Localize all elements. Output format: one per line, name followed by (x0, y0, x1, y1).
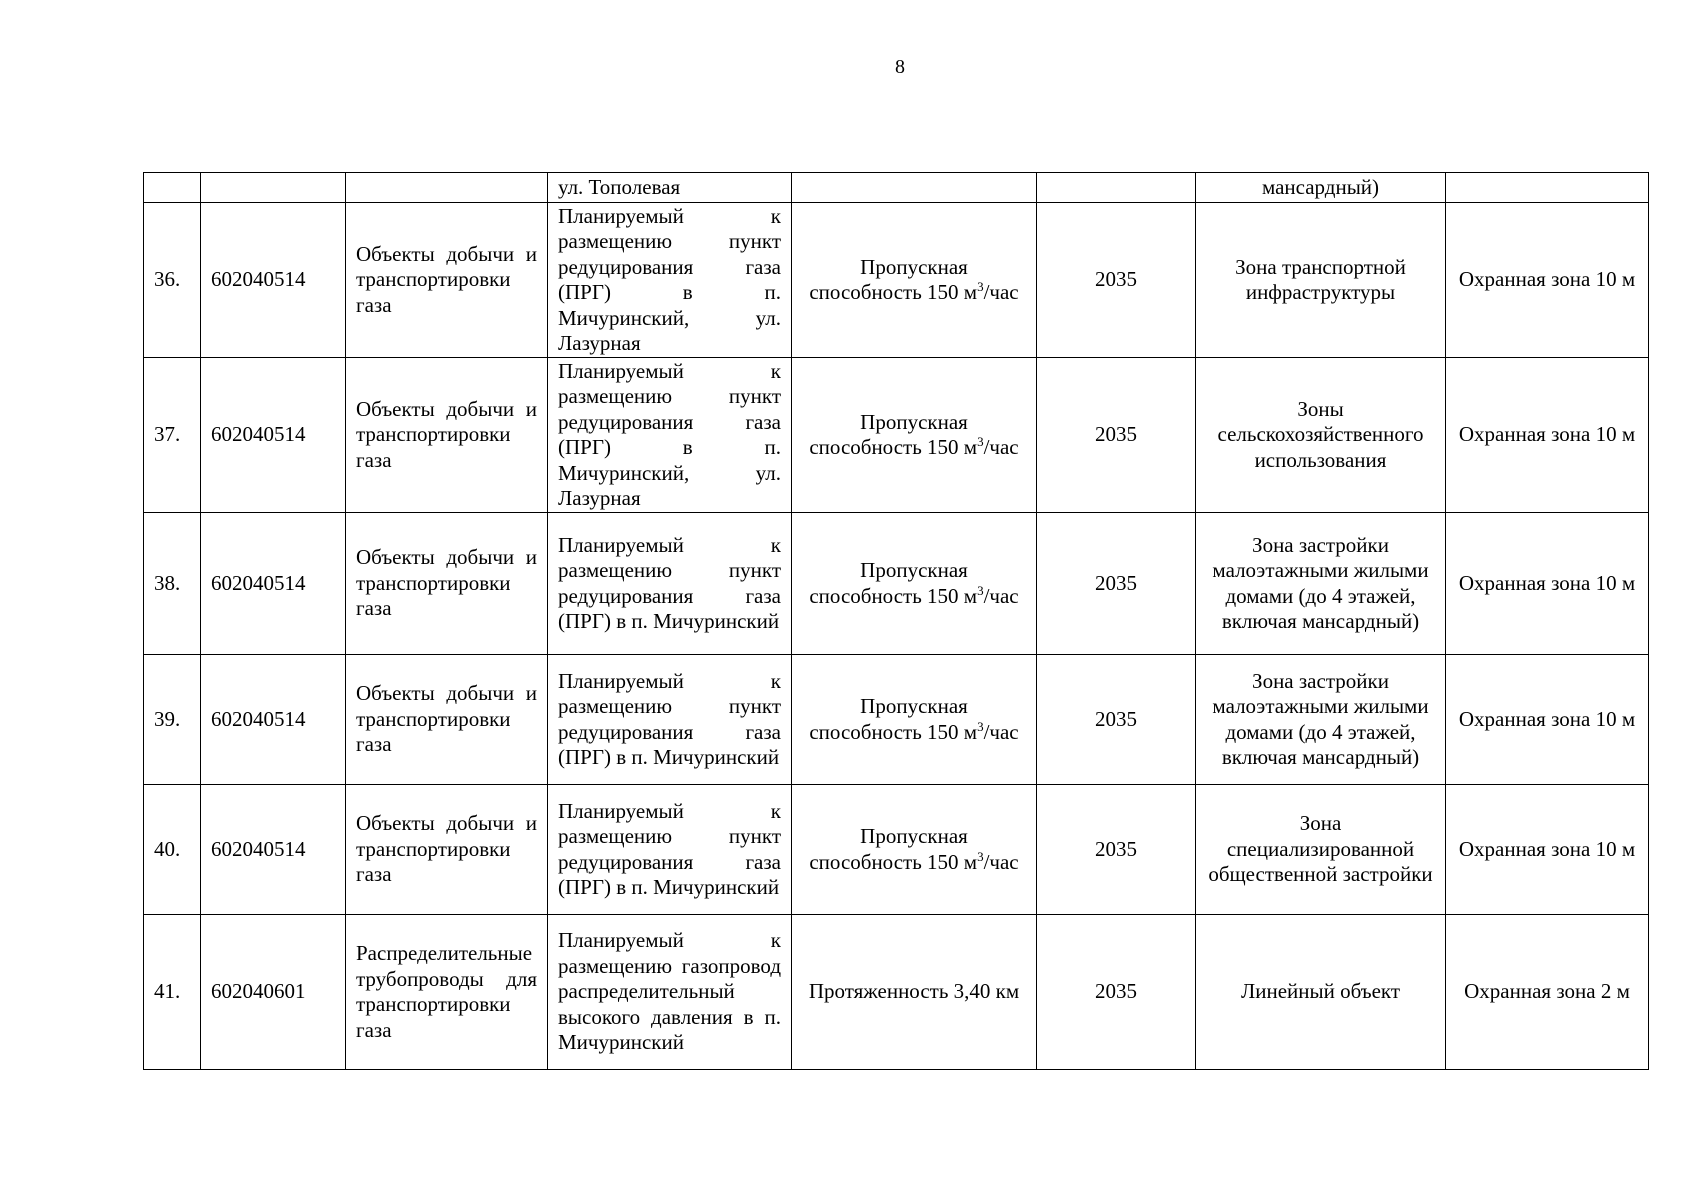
object-parameter (809, 824, 1018, 874)
cell-type (346, 915, 548, 1070)
table-row (144, 915, 1649, 1070)
param-superscript: 3 (977, 718, 984, 734)
cell-year (1037, 358, 1196, 513)
param-main: Пропускная способность 150 м (809, 558, 978, 608)
cell-code (201, 173, 346, 203)
protection-zone: Охранная зона 2 м (1464, 979, 1630, 1004)
cell-description (548, 655, 792, 785)
object-code: 602040514 (211, 836, 306, 861)
object-year: 2035 (1095, 570, 1137, 595)
cell-num (144, 513, 201, 655)
object-year: 2035 (1095, 422, 1137, 447)
functional-zone: Зоны сельскохозяйственного использования (1217, 396, 1424, 472)
param-tail: /час (983, 849, 1019, 874)
object-year: 2035 (1095, 979, 1137, 1004)
object-type: Объекты добычи и транспортировки газа (356, 811, 537, 887)
cell-code (201, 785, 346, 915)
object-parameter (809, 558, 1018, 608)
param-superscript: 3 (977, 279, 984, 294)
functional-zone: Зона специализированной общественной застройки (1208, 811, 1433, 887)
object-year: 2035 (1095, 267, 1137, 292)
cell-param (792, 655, 1037, 785)
object-type: Объекты добычи и транспортировки газа (356, 681, 537, 757)
object-type: Объекты добычи и транспортировки газа (356, 396, 537, 472)
row-number: 41. (154, 979, 181, 1004)
cell-protection (1446, 655, 1649, 785)
protection-zone: Охранная зона 10 м (1458, 836, 1636, 861)
page-number: 8 (895, 56, 905, 78)
cell-zone (1196, 513, 1446, 655)
cell-zone (1196, 655, 1446, 785)
object-parameter (809, 979, 1019, 1003)
row-number: 39. (154, 706, 181, 731)
cell-year (1037, 655, 1196, 785)
param-main: Протяженность 3,40 км (808, 979, 1020, 1004)
object-description: Планируемый к размещению пункт редуцирования газа (ПРГ) в п. Мичуринский, ул. Лазурная (558, 203, 781, 355)
cell-description (548, 915, 792, 1070)
cell-type (346, 358, 548, 513)
cell-protection (1446, 513, 1649, 655)
table-row (144, 785, 1649, 915)
object-code: 602040514 (211, 706, 306, 731)
object-code: 602040514 (211, 570, 306, 595)
cell-num (144, 358, 201, 513)
cell-protection (1446, 358, 1649, 513)
cell-type (346, 655, 548, 785)
object-parameter (809, 410, 1018, 460)
functional-zone: Зона застройки малоэтажными жилыми домами (до 4 этажей, включая мансардный) (1212, 668, 1429, 769)
param-tail: /час (983, 583, 1019, 608)
object-type: Объекты добычи и транспортировки газа (356, 545, 537, 621)
cell-protection (1446, 785, 1649, 915)
row-number: 37. (154, 422, 181, 447)
cell-year (1037, 173, 1196, 203)
row-number: 38. (154, 570, 181, 595)
cell-type (346, 785, 548, 915)
protection-zone: Охранная зона 10 м (1458, 706, 1636, 731)
param-tail: /час (983, 719, 1019, 744)
cell-type (346, 203, 548, 358)
table-row (144, 513, 1649, 655)
cell-zone (1196, 203, 1446, 358)
cell-param (792, 513, 1037, 655)
cell-param (792, 173, 1037, 203)
cell-description (548, 173, 792, 203)
cell-num (144, 785, 201, 915)
protection-zone: Охранная зона 10 м (1458, 267, 1636, 292)
cell-num (144, 915, 201, 1070)
protection-zone: Охранная зона 10 м (1458, 422, 1636, 447)
cell-zone (1196, 915, 1446, 1070)
cell-param (792, 785, 1037, 915)
cell-zone (1196, 785, 1446, 915)
cell-param (792, 203, 1037, 358)
cell-code (201, 915, 346, 1070)
param-main: Пропускная способность 150 м (809, 824, 978, 874)
param-main: Пропускная способность 150 м (809, 254, 978, 304)
cell-param (792, 358, 1037, 513)
zone-text: мансардный) (1261, 174, 1380, 199)
object-parameter (809, 694, 1018, 744)
row-number: 36. (154, 267, 181, 292)
cell-num (144, 655, 201, 785)
cell-description (548, 785, 792, 915)
param-main: Пропускная способность 150 м (809, 694, 978, 744)
table-row (144, 655, 1649, 785)
object-year: 2035 (1095, 706, 1137, 731)
cell-param (792, 915, 1037, 1070)
table-row (144, 203, 1649, 358)
param-main: Пропускная способность 150 м (809, 409, 978, 459)
cell-protection (1446, 203, 1649, 358)
object-code: 602040514 (211, 422, 306, 447)
object-description: Планируемый к размещению газопровод распределительный высокого давления в п. Мичуринский (558, 928, 781, 1055)
cell-year (1037, 513, 1196, 655)
object-description: Планируемый к размещению пункт редуцирования газа (ПРГ) в п. Мичуринский, ул. Лазурная (558, 358, 781, 510)
param-tail: /час (983, 280, 1019, 304)
param-tail: /час (983, 435, 1019, 459)
row-number: 40. (154, 836, 181, 861)
cell-protection (1446, 173, 1649, 203)
object-description: Планируемый к размещению пункт редуцирования газа (ПРГ) в п. Мичуринский (558, 798, 781, 899)
param-superscript: 3 (977, 582, 984, 598)
description-text: ул. Тополевая (558, 174, 681, 199)
cell-year (1037, 203, 1196, 358)
cell-code (201, 513, 346, 655)
cell-description (548, 203, 792, 358)
objects-table (143, 172, 1649, 1070)
functional-zone: Зона транспортной инфраструктуры (1235, 254, 1406, 304)
cell-zone (1196, 358, 1446, 513)
cell-year (1037, 915, 1196, 1070)
cell-description (548, 358, 792, 513)
cell-description (548, 513, 792, 655)
cell-num (144, 203, 201, 358)
functional-zone: Линейный объект (1240, 979, 1401, 1004)
object-type: Объекты добычи и транспортировки газа (356, 241, 537, 317)
protection-zone: Охранная зона 10 м (1458, 570, 1636, 595)
param-superscript: 3 (977, 848, 984, 864)
object-year: 2035 (1095, 836, 1137, 861)
object-parameter (809, 255, 1018, 305)
object-code: 602040514 (211, 267, 306, 292)
object-type: Распределительные трубопроводы для транспортировки газа (356, 941, 537, 1042)
cell-zone (1196, 173, 1446, 203)
cell-type (346, 173, 548, 203)
param-superscript: 3 (977, 434, 984, 449)
object-description: Планируемый к размещению пункт редуцирования газа (ПРГ) в п. Мичуринский (558, 532, 781, 633)
cell-code (201, 203, 346, 358)
object-description: Планируемый к размещению пункт редуцирования газа (ПРГ) в п. Мичуринский (558, 668, 781, 769)
cell-code (201, 655, 346, 785)
cell-protection (1446, 915, 1649, 1070)
cell-num (144, 173, 201, 203)
table-row (144, 358, 1649, 513)
object-code: 602040601 (211, 979, 306, 1004)
cell-code (201, 358, 346, 513)
functional-zone: Зона застройки малоэтажными жилыми домами (до 4 этажей, включая мансардный) (1212, 532, 1429, 633)
cell-year (1037, 785, 1196, 915)
continuation-row (144, 173, 1649, 203)
cell-type (346, 513, 548, 655)
